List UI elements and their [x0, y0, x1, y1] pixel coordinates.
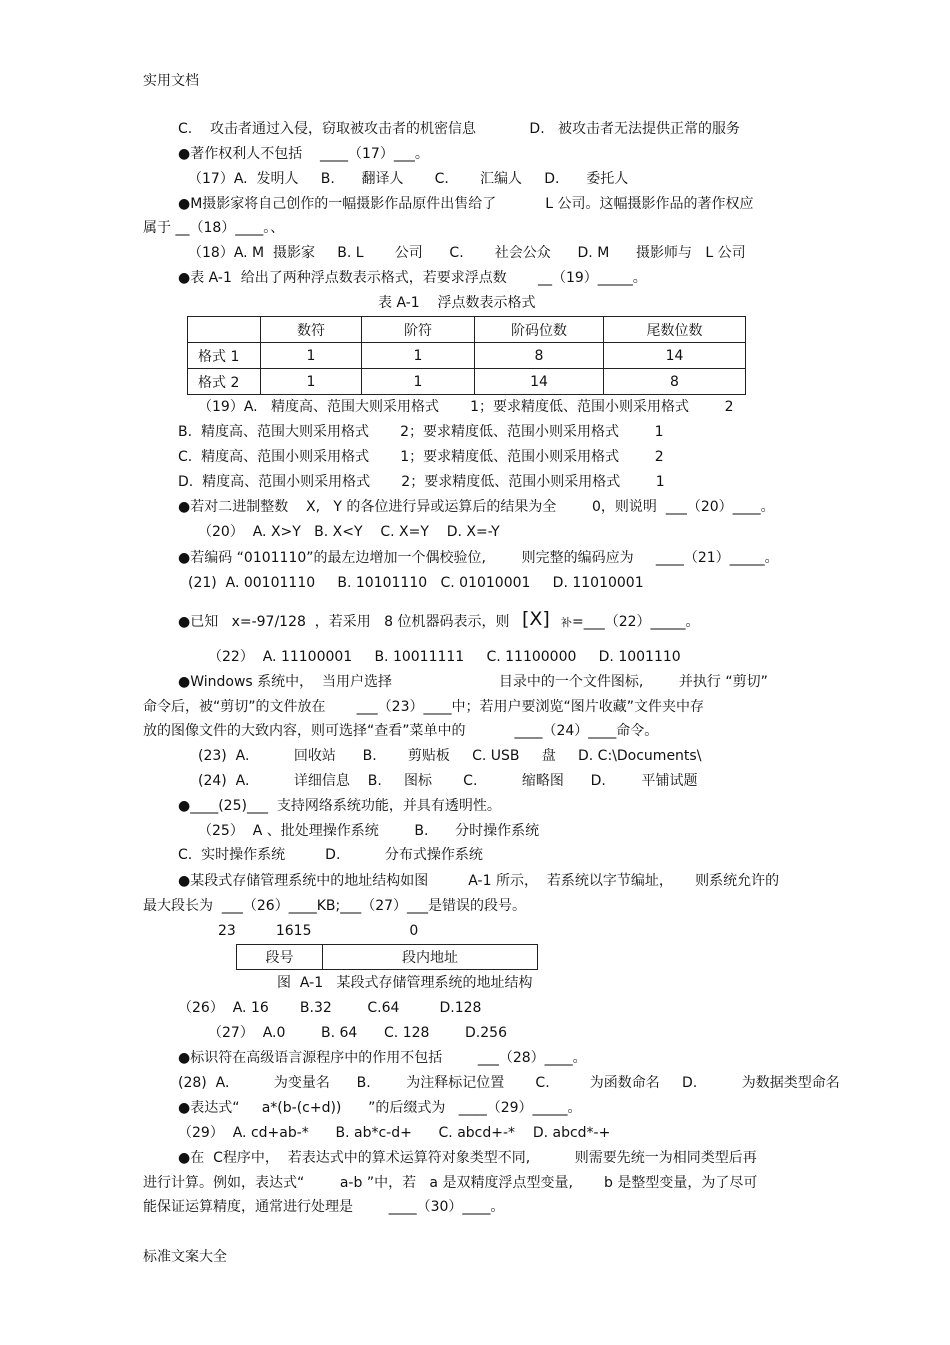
segment-number-field: 段号 [237, 945, 323, 969]
question-26-cont: 最大段长为 ___（26）____KB;___（27）___是错误的段号。 [143, 898, 527, 914]
question-23: ●Windows 系统中， 当用户选择 目录中的一个文件图标, 并执行 “剪切” [178, 674, 768, 690]
table-cell: 格式 1 [188, 343, 261, 369]
table-cell: 格式 2 [188, 369, 261, 395]
segment-offset-field: 段内地址 [402, 950, 458, 966]
table-cell: 1 [261, 369, 362, 395]
question-19: ●表 A-1 给出了两种浮点数表示格式，若要求浮点数 __（19）_____。 [178, 270, 647, 286]
table-cell: 8 [475, 343, 604, 369]
text-line: C. 攻击者通过入侵，窃取被攻击者的机密信息 D. 被攻击者无法提供正常的服务 [178, 121, 741, 137]
float-format-table [187, 316, 746, 395]
options-19-a: （19）A. 精度高、范围大则采用格式 1；要求精度低、范围小则采用格式 2 [198, 399, 734, 415]
table-cell: 14 [475, 369, 604, 395]
address-structure-diagram [236, 944, 538, 970]
bracket-x: [X] [522, 608, 550, 630]
question-22: ●已知 x=-97/128 ，若采用 8 位机器码表示，则 [178, 614, 510, 630]
question-29: ●表达式“ a*(b-(c+d)) ”的后缀式为 ____（29）_____。 [178, 1100, 582, 1116]
options-19-d: D. 精度高、范围小则采用格式 2；要求精度低、范围小则采用格式 1 [178, 474, 665, 490]
options-17: （17）A. 发明人 B. 翻译人 C. 汇编人 D. 委托人 [188, 171, 629, 187]
question-28: ●标识符在高级语言源程序中的作用不包括 ___（28）____。 [178, 1050, 587, 1066]
question-26: ●某段式存储管理系统中的地址结构如图 A-1 所示， 若系统以字节编址， 则系统允许的 [178, 873, 780, 889]
options-20: （20） A. X>Y B. X<Y C. X=Y D. X=-Y [198, 524, 500, 540]
question-22-blank: =___（22）_____。 [572, 614, 700, 630]
question-21: ●若编码 “0101110”的最左边增加一个偶校验位, 则完整的编码应为 ____（21）_____。 [178, 550, 779, 566]
question-30: ●在 C程序中， 若表达式中的算术运算符对象类型不同, 则需要先统一为相同类型后再 [178, 1150, 757, 1166]
question-17: ●著作权利人不包括 ____（17）___。 [178, 146, 429, 162]
table-cell: 1 [362, 369, 475, 395]
question-30-end: 能保证运算精度，通常进行处理是 ____（30）____。 [143, 1199, 505, 1215]
options-19-b: B. 精度高、范围大则采用格式 2；要求精度低、范围小则采用格式 1 [178, 424, 664, 440]
table-header-row [188, 317, 746, 343]
options-29: （29） A. cd+ab-* B. ab*c-d+ C. abcd+-* D. abcd*-+ [178, 1125, 611, 1141]
table-header: 数符 [261, 317, 362, 343]
question-18: ●M摄影家将自己创作的一幅摄影作品原件出售给了 L 公司。这幅摄影作品的著作权应 [178, 196, 754, 212]
options-22: （22） A. 11100001 B. 10011111 C. 11100000 D. 1001110 [208, 649, 681, 665]
page-header: 实用文档 [143, 73, 199, 89]
bit-positions: 23 1615 0 [218, 923, 419, 939]
options-25-ab: （25） A 、批处理操作系统 B. 分时操作系统 [198, 823, 540, 839]
table-cell: 1 [261, 343, 362, 369]
options-26: （26） A. 16 B.32 C.64 D.128 [178, 1000, 482, 1016]
options-28: (28) A. 为变量名 B. 为注释标记位置 C. 为函数命名 D. 为数据类型命名 [178, 1075, 840, 1091]
table-cell: 8 [604, 369, 746, 395]
options-19-c: C. 精度高、范围小则采用格式 1；要求精度低、范围小则采用格式 2 [178, 449, 664, 465]
table-header: 阶码位数 [475, 317, 604, 343]
question-18-cont: 属于 __（18）____。、 [143, 220, 285, 236]
question-20: ●若对二进制整数 X, Y 的各位进行异或运算后的结果为全 0，则说明 ___（20）____。 [178, 499, 775, 515]
question-22-cont: 补=___（22）_____。 [561, 614, 700, 630]
table-header: 阶符 [362, 317, 475, 343]
table-cell: 14 [604, 343, 746, 369]
options-23: (23) A. 回收站 B. 剪贴板 C. USB 盘 D. C:\Documents\ [198, 748, 702, 764]
question-25: ●____(25)___ 支持网络系统功能，并具有透明性。 [178, 798, 501, 814]
question-24: 放的图像文件的大致内容，则可选择“查看”菜单中的 ____（24）____命令。 [143, 723, 659, 739]
question-23-cont: 命令后，被“剪切”的文件放在 ___（23）____中；若用户要浏览“图片收藏”文件夹中存 [143, 699, 704, 715]
options-25-cd: C. 实时操作系统 D. 分布式操作系统 [178, 847, 483, 863]
page-footer: 标准文案大全 [143, 1249, 227, 1265]
table-header: 尾数位数 [604, 317, 746, 343]
options-21: (21) A. 00101110 B. 10101110 C. 01010001 D. 11010001 [188, 575, 644, 591]
table-cell: 1 [362, 343, 475, 369]
question-30-cont: 进行计算。例如，表达式“ a-b ”中，若 a 是双精度浮点型变量, b 是整型变量，为了尽可 [143, 1175, 758, 1191]
figure-caption: 图 A-1 某段式存储管理系统的地址结构 [277, 975, 533, 991]
table-row [188, 369, 746, 395]
options-18: （18）A. M 摄影家 B. L 公司 C. 社会公众 D. M 摄影师与 L 公司 [188, 245, 746, 261]
table-row [188, 343, 746, 369]
options-27: （27） A.0 B. 64 C. 128 D.256 [208, 1025, 507, 1041]
table-header [188, 317, 261, 343]
table-caption: 表 A-1 浮点数表示格式 [378, 295, 536, 311]
options-24: (24) A. 详细信息 B. 图标 C. 缩略图 D. 平铺试题 [198, 773, 698, 789]
